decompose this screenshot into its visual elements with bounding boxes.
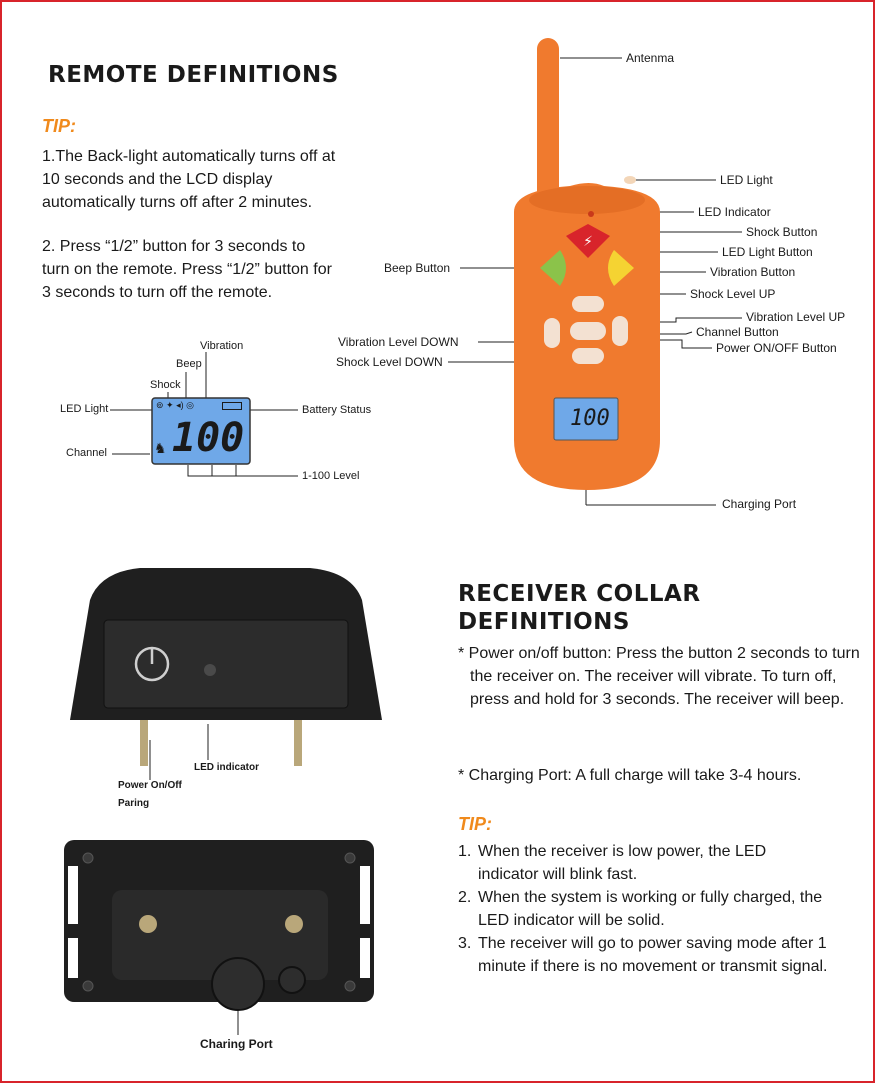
callout-led-light-button: LED Light Button	[722, 245, 813, 259]
channel-button	[570, 322, 606, 340]
callout-shock-level-down: Shock Level DOWN	[336, 355, 443, 369]
tip-text: When the receiver is low power, the LED indicator will blink fast.	[478, 843, 767, 883]
vibration-level-up-button	[612, 316, 628, 346]
receiver-label-pairing: Paring	[118, 798, 150, 809]
callout-led-light: LED Light	[720, 173, 773, 187]
receiver-tip-item	[458, 886, 828, 932]
tip-number: 1.	[458, 843, 472, 860]
receiver-label-power: Power On/Off	[118, 780, 182, 791]
lcd-label-led-light: LED Light	[60, 403, 109, 415]
callout-shock-level-up: Shock Level UP	[690, 287, 776, 301]
callout-vibration-level-down: Vibration Level DOWN	[338, 335, 459, 349]
callout-led-indicator: LED Indicator	[698, 205, 771, 219]
receiver-tip-item	[458, 932, 828, 978]
channel-icon: ♞	[154, 440, 167, 456]
remote-tip-2: 2. Press “1/2” button for 3 seconds to turn on the remote. Press “1/2” button for 3 seconds to turn off the remote.	[42, 238, 332, 301]
tip-text: The receiver will go to power saving mode after 1 minute if there is no movement or transmit signal.	[478, 935, 828, 975]
lcd-label-level: 1-100 Level	[302, 470, 360, 482]
callout-beep-button: Beep Button	[384, 261, 451, 275]
tip-number: 3.	[458, 935, 472, 952]
receiver-charging-desc: * Charging Port: A full charge will take 3-4 hours.	[458, 767, 802, 784]
bolt-icon: ⚡	[583, 234, 593, 250]
receiver-tips-list	[458, 840, 828, 978]
remote-tip-label: TIP:	[42, 116, 76, 136]
receiver-title-line1: RECEIVER COLLAR	[458, 581, 701, 607]
tip-text: When the system is working or fully charged, the LED indicator will be solid.	[478, 889, 823, 929]
receiver-label-charging-port: Charing Port	[200, 1037, 273, 1051]
callout-power-button: Power ON/OFF Button	[716, 341, 837, 355]
lcd-label-channel: Channel	[66, 447, 107, 459]
shock-level-up-button	[572, 296, 604, 312]
remote-definitions-title: REMOTE DEFINITIONS	[48, 62, 339, 88]
lcd-level-value: 100	[172, 415, 245, 461]
callout-vibration-level-up: Vibration Level UP	[746, 310, 846, 324]
callout-channel-button: Channel Button	[696, 325, 779, 339]
receiver-power-desc: * Power on/off button: Press the button 2 seconds to turn the receiver on. The receiver will vibrate. To turn off, press and hold for 3 seconds. The receiver will beep.	[458, 645, 860, 708]
receiver-title	[458, 580, 701, 636]
lcd-label-battery-status: Battery Status	[302, 404, 372, 416]
receiver-tip-item	[458, 840, 828, 886]
remote-tip-1: 1.The Back-light automatically turns off at 10 seconds and the LCD display automatically turns off after 2 minutes.	[42, 148, 336, 211]
tip-number: 2.	[458, 889, 472, 906]
callout-antenna: Antenma	[626, 51, 675, 65]
receiver-tip-label: TIP:	[458, 814, 492, 834]
lcd-icons: ⊚ ✦ ◂) ◎	[156, 400, 194, 410]
receiver-back	[64, 840, 374, 1010]
lcd-label-shock: Shock	[150, 379, 181, 391]
callout-vibration-button: Vibration Button	[710, 265, 796, 279]
remote-screen-value: 100	[570, 406, 610, 431]
receiver-front	[70, 568, 382, 766]
battery-icon	[222, 402, 242, 410]
vibration-level-down-button	[544, 318, 560, 348]
callout-charging-port: Charging Port	[722, 497, 797, 511]
lcd-label-beep: Beep	[176, 358, 202, 370]
lcd-label-vibration: Vibration	[200, 340, 244, 352]
callout-shock-button: Shock Button	[746, 225, 818, 239]
receiver-label-led-indicator: LED indicator	[194, 762, 260, 773]
receiver-title-line2: DEFINITIONS	[458, 609, 630, 635]
shock-level-down-button	[572, 348, 604, 364]
